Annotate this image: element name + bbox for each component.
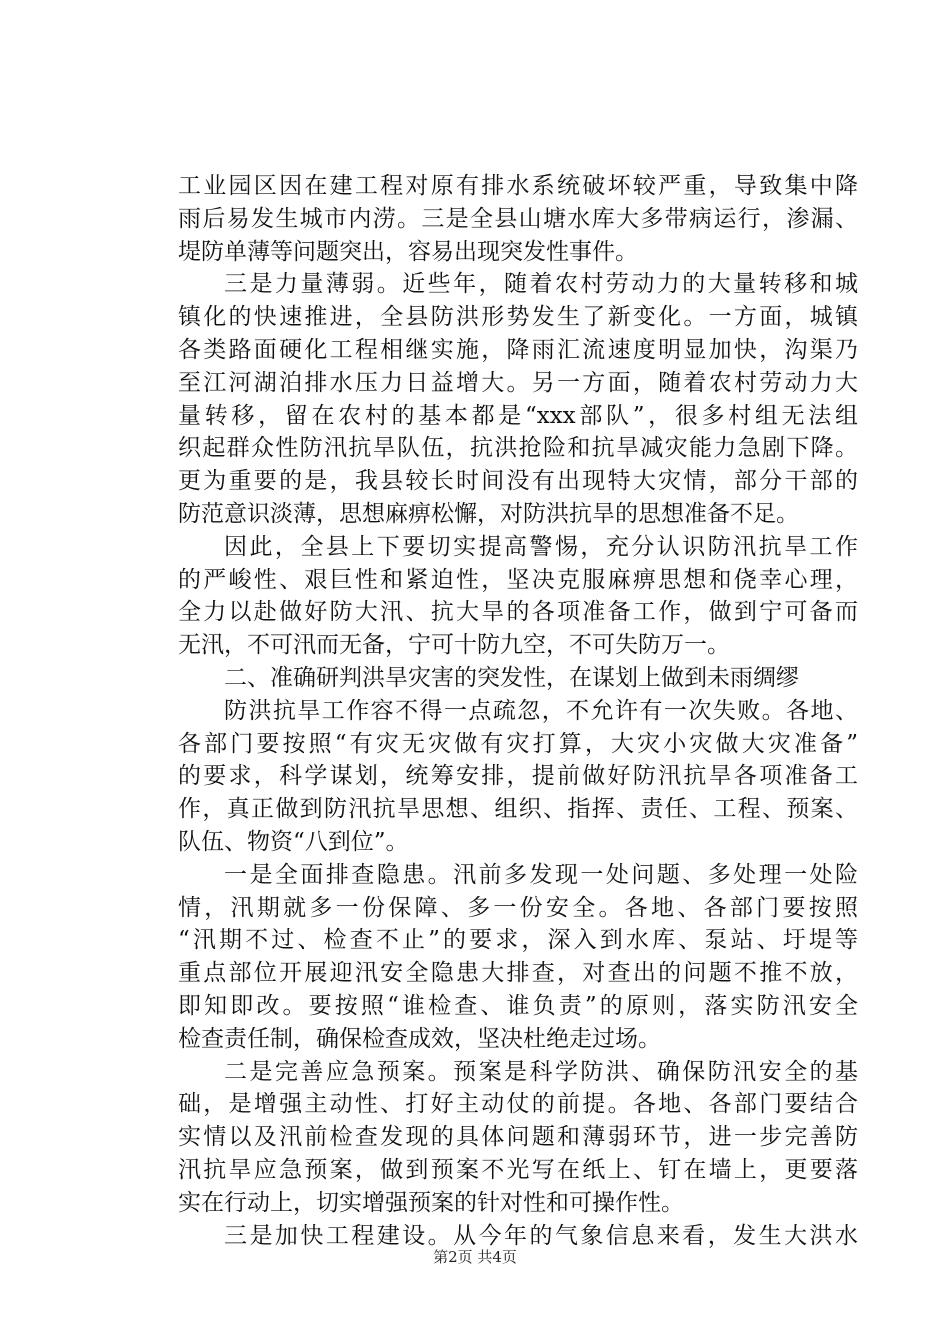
- text-line: 雨后易发生城市内涝。三是全县山塘水库大多带病运行，渗漏、: [178, 205, 858, 232]
- text-line: 至江河湖泊排水压力日益增大。另一方面，随着农村劳动力大: [178, 369, 858, 396]
- text-line: 重点部位开展迎汛安全隐患大排查，对查出的问题不推不放，: [178, 960, 858, 987]
- text-line: 二是完善应急预案。预案是科学防洪、确保防汛安全的基: [224, 1058, 858, 1085]
- text-line: 织起群众性防汛抗旱队伍，抗洪抢险和抗旱减灾能力急剧下降。: [178, 435, 858, 462]
- text-line: 即知即改。要按照“谁检查、谁负责”的原则，落实防汛安全: [178, 992, 858, 1019]
- text-line: 二、准确研判洪旱灾害的突发性，在谋划上做到未雨绸缪: [224, 664, 799, 691]
- page-footer: 第2页 共4页: [433, 1248, 517, 1266]
- text-line: 全力以赴做好防大汛、抗大旱的各项准备工作，做到宁可备而: [178, 599, 858, 626]
- text-line: 更为重要的是，我县较长时间没有出现特大灾情，部分干部的: [178, 468, 858, 495]
- text-line: 一是全面排查隐患。汛前多发现一处问题、多处理一处险: [224, 861, 858, 888]
- document-body: [178, 170, 858, 1252]
- text-line: 的严峻性、艰巨性和紧迫性，坚决克服麻痹思想和侥幸心理，: [178, 566, 858, 593]
- text-line: 因此，全县上下要切实提高警惕，充分认识防汛抗旱工作: [224, 533, 858, 560]
- text-line: 实情以及汛前检查发现的具体问题和薄弱环节，进一步完善防: [178, 1124, 858, 1151]
- text-line: 防范意识淡薄，思想麻痹松懈，对防洪抗旱的思想准备不足。: [178, 500, 799, 527]
- text-line: 各类路面硬化工程相继实施，降雨汇流速度明显加快，沟渠乃: [178, 336, 858, 363]
- text-line: 镇化的快速推进，全县防洪形势发生了新变化。一方面，城镇: [178, 304, 858, 331]
- text-line: 无汛，不可汛而无备，宁可十防九空，不可失防万一。: [178, 632, 730, 659]
- text-line: “汛期不过、检查不止”的要求，深入到水库、泵站、圩堤等: [178, 927, 858, 954]
- text-line: 三是加快工程建设。从今年的气象信息来看，发生大洪水: [224, 1222, 858, 1249]
- text-line: 工业园区因在建工程对原有排水系统破坏较严重，导致集中降: [178, 173, 858, 199]
- text-line: 三是力量薄弱。近些年，随着农村劳动力的大量转移和城: [224, 271, 858, 298]
- text-line: 队伍、物资“八到位”。: [178, 828, 409, 855]
- text-line: 防洪抗旱工作容不得一点疏忽，不允许有一次失败。各地、: [224, 697, 858, 724]
- text-line: 量转移，留在农村的基本都是“xxx部队”，很多村组无法组: [178, 402, 858, 429]
- text-line: 情，汛期就多一份保障、多一份安全。各地、各部门要按照: [178, 894, 858, 921]
- text-line: 的要求，科学谋划，统筹安排，提前做好防汛抗旱各项准备工: [178, 763, 858, 790]
- text-line: 汛抗旱应急预案，做到预案不光写在纸上、钉在墙上，更要落: [178, 1156, 858, 1183]
- text-line: 各部门要按照“有灾无灾做有灾打算，大灾小灾做大灾准备”: [178, 730, 858, 757]
- text-line: 堤防单薄等问题突出，容易出现突发性事件。: [178, 238, 638, 265]
- text-line: 础，是增强主动性、打好主动仗的前提。各地、各部门要结合: [178, 1091, 858, 1118]
- text-line: 检查责任制，确保检查成效，坚决杜绝走过场。: [178, 1025, 661, 1052]
- text-line: 作，真正做到防汛抗旱思想、组织、指挥、责任、工程、预案、: [178, 796, 858, 823]
- text-line: 实在行动上，切实增强预案的针对性和可操作性。: [178, 1189, 684, 1216]
